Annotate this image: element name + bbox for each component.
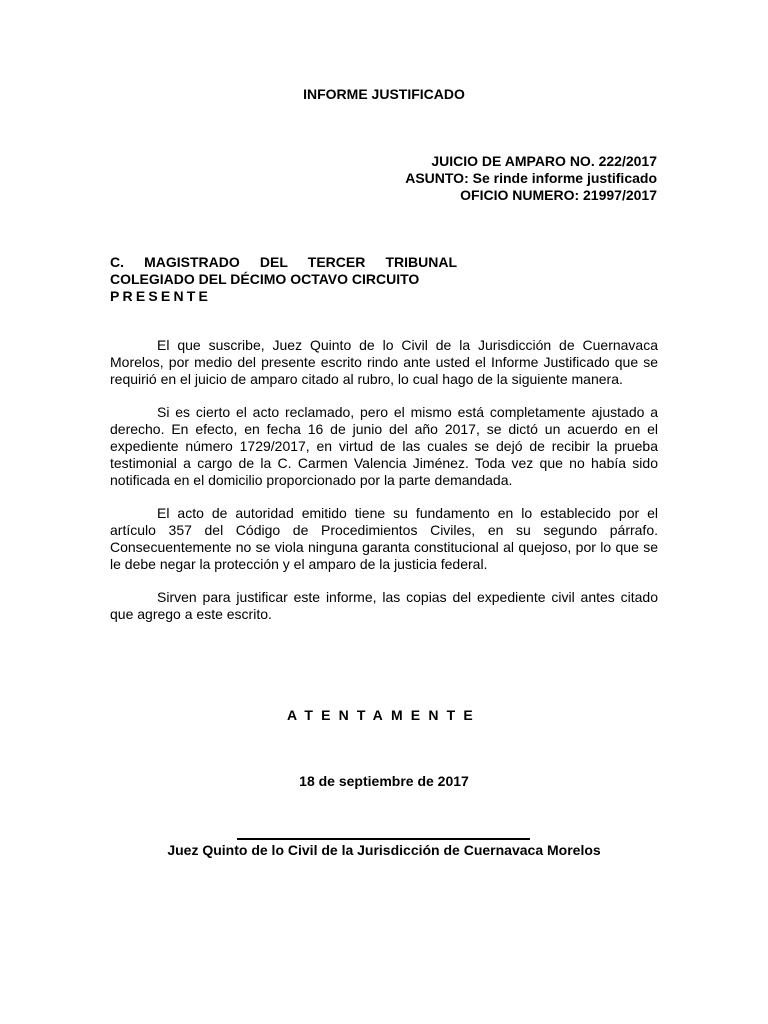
document-title: INFORME JUSTIFICADO — [303, 86, 465, 102]
closing-salutation: ATENTAMENTE — [287, 707, 481, 723]
paragraph-3: El acto de autoridad emitido tiene su fundamento en lo establecido por el artículo 357 del Código de Procedimientos Civiles, en su segundo párrafo. Consecuentemente no se viola ninguna garanta constitucional al quejoso, por lo que se le debe negar la protección y el amparo de la justicia federal. — [110, 505, 658, 572]
paragraph-2: Si es cierto el acto reclamado, pero el mismo está completamente ajustado a derecho. En efecto, en fecha 16 de junio del año 2017, se dictó un acuerdo en el expediente número 1729/2017, en virtud de las cuales se dejó de recibir la prueba testimonial a cargo de la C. Carmen Valencia Jiménez. Toda vez que no había sido notificada en el domicilio proporcionado por la parte demandada. — [110, 404, 658, 488]
signer-name: Juez Quinto de lo Civil de la Jurisdicción de Cuernavaca Morelos — [167, 842, 601, 858]
addressee-line-1: C. MAGISTRADO DEL TERCER TRIBUNAL — [110, 254, 457, 270]
case-reference-block — [405, 153, 657, 204]
paragraph-4: Sirven para justificar este informe, las copias del expediente civil antes citado que agrego a este escrito. — [110, 589, 658, 622]
case-subject: ASUNTO: Se rinde informe justificado — [405, 170, 657, 186]
official-letter-number: OFICIO NUMERO: 21997/2017 — [460, 187, 657, 203]
signature-line — [237, 838, 530, 840]
addressee-line-3: PRESENTE — [110, 288, 212, 304]
addressee-line-2: COLEGIADO DEL DÉCIMO OCTAVO CIRCUITO — [110, 271, 420, 287]
report-body — [110, 337, 658, 639]
addressee-block — [110, 254, 457, 305]
document-date: 18 de septiembre de 2017 — [299, 773, 469, 789]
paragraph-1: El que suscribe, Juez Quinto de lo Civil de la Jurisdicción de Cuernavaca Morelos, por medio del presente escrito rindo ante usted el Informe Justificado que se requirió en el juicio de amparo citado al rubro, lo cual hago de la siguiente manera. — [110, 337, 658, 387]
case-number: JUICIO DE AMPARO NO. 222/2017 — [431, 153, 657, 169]
